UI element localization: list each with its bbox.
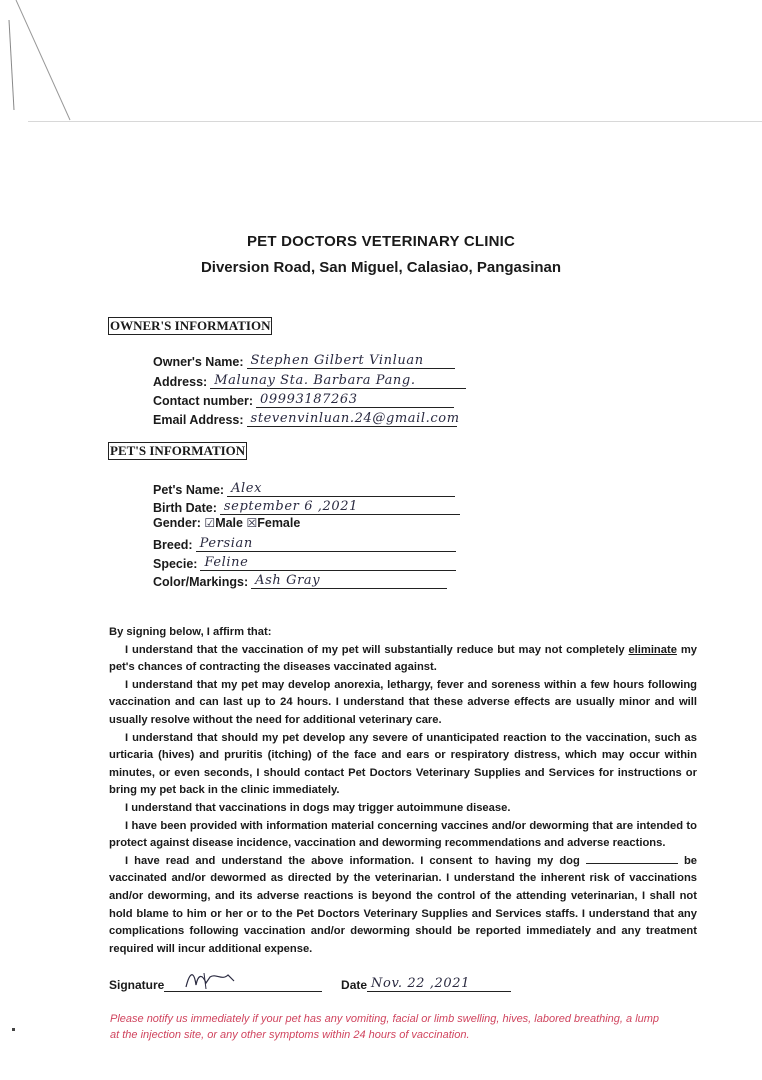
consent-paragraph-6: I have read and understand the above information. I consent to having my dog be vaccinated and/or dewormed as directed by the veterinarian. I understand the inherent risk of vaccinations and/or deworming, and its adverse reactions is beyond the control of the attending veterinarian, I shall not hold blame to him or her or to the Pet Doctors Veterinary Supplies and Services staffs. I understand that any complications following vaccination and/or deworming should be reported immediately and any treatment required will incur additional expense. (109, 854, 698, 955)
handwritten-signature (182, 967, 242, 993)
clinic-address: Diversion Road, San Miguel, Calasiao, Pangasinan (200, 259, 562, 276)
specie-label: Specie: (153, 557, 198, 571)
specie-value: Feline (204, 555, 249, 570)
gender-female-label: Female (257, 516, 301, 530)
post-vaccination-notice: Please notify us immediately if your pet has any vomiting, facial or limb swelling, hives, labored breathing, a lump at the injection site, or any other symptoms within 24 hours of vaccination. (110, 1013, 660, 1041)
consent-statement (109, 624, 697, 958)
eliminate-underlined: eliminate (628, 643, 677, 656)
gender-label: Gender: (153, 516, 201, 530)
date-label: Date (341, 978, 368, 992)
birth-date-field[interactable] (153, 498, 460, 516)
consent-paragraph-4: I understand that vaccinations in dogs may trigger autoimmune disease. (125, 801, 511, 814)
page-top-edge (28, 121, 762, 122)
consent-paragraph-5: I have been provided with information material concerning vaccines and/or deworming that are intended to protect against disease incidence, vaccination and deworming recommendations and adverse reactions. (109, 819, 697, 850)
date-value: Nov. 22 ,2021 (371, 976, 471, 991)
owner-name-label: Owner's Name: (153, 355, 244, 369)
signature-line[interactable] (164, 975, 322, 992)
birth-date-label: Birth Date: (153, 501, 217, 515)
clinic-name: PET DOCTORS VETERINARY CLINIC (246, 233, 516, 250)
scan-edge-marks (0, 0, 762, 130)
signature-row (109, 975, 511, 992)
owner-name-field[interactable] (153, 352, 455, 370)
pet-section-heading: PET'S INFORMATION (110, 443, 246, 458)
address-field[interactable] (153, 372, 466, 390)
email-label: Email Address: (153, 413, 244, 427)
male-checkbox[interactable]: ☑ (204, 516, 216, 530)
specie-field[interactable] (153, 554, 456, 572)
address-value: Malunay Sta. Barbara Pang. (214, 373, 416, 388)
color-markings-label: Color/Markings: (153, 575, 249, 589)
owner-section-heading: OWNER'S INFORMATION (110, 318, 271, 333)
contact-number-field[interactable] (153, 391, 454, 409)
date-line[interactable] (367, 975, 511, 992)
consent-intro: By signing below, I affirm that: (109, 626, 272, 638)
pet-name-label: Pet's Name: (153, 483, 225, 497)
email-field[interactable] (153, 410, 460, 428)
birth-date-value: september 6 ,2021 (223, 499, 359, 514)
gender-field (153, 516, 300, 530)
color-markings-value: Ash Gray (255, 573, 321, 588)
pet-name-value: Alex (231, 481, 263, 496)
female-checkbox[interactable]: ☒ (246, 516, 258, 530)
gender-male-label: Male (215, 516, 243, 530)
consent-paragraph-3: I understand that should my pet develop any severe of unanticipated reaction to the vaccination, such as urticaria (hives) and pruritis (itching) of the face and ears or respiratory distress, which may occur within minutes, or even seconds, I should contact Pet Doctors Veterinary Supplies and Services for instructions or bring my pet back in the clinic immediately. (109, 731, 697, 797)
breed-value: Persian (199, 536, 253, 551)
owner-name-value: Stephen Gilbert Vinluan (250, 353, 424, 368)
consent-paragraph-2: I understand that my pet may develop anorexia, lethargy, fever and soreness within a few hours following vaccination and can last up to 24 hours. I understand that these adverse effects are usually minor and will usually resolve without the need for additional veterinary care. (109, 678, 697, 726)
consent-paragraph-1: I understand that the vaccination of my pet will substantially reduce but may not completely eliminate my pet's chances of contracting the diseases vaccinated against. (109, 643, 697, 674)
color-markings-field[interactable] (153, 572, 447, 590)
breed-label: Breed: (153, 538, 193, 552)
signature-label: Signature (109, 978, 165, 992)
scan-dot (12, 1028, 15, 1031)
pet-name-field[interactable] (153, 480, 455, 498)
contact-number-value: 09993187263 (260, 392, 358, 407)
email-value: stevenvinluan.24@gmail.com (250, 411, 460, 426)
address-label: Address: (153, 375, 208, 389)
contact-number-label: Contact number: (153, 394, 253, 408)
dog-name-blank[interactable] (586, 853, 678, 864)
breed-field[interactable] (153, 535, 456, 553)
